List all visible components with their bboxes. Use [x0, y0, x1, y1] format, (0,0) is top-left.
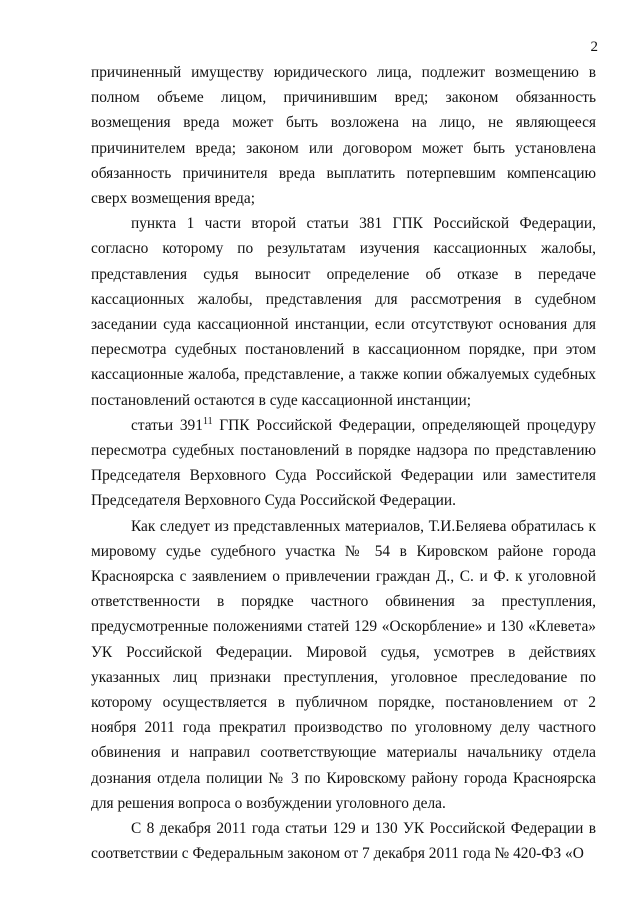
paragraph-case-facts: Как следует из представленных материалов, Т.И.Беляева обратилась к мировому судье судебного участка № 54 в Кировском районе города Красноярска с заявлением о привлечении граждан Д., С. и Ф. к уголовной ответственности в порядке частного обвинения за преступления, предусмотренные положениями статей 129 «Оскорбление» и 130 «Клевета» УК Российской Федерации. Мировой судья, усмотрев в действиях указанных лиц признаки преступления, уголовное преследование по которому осуществляется в публичном порядке, постановлением от 2 ноября 2011 года прекратил производство по уголовному делу частного обвинения и направил соответствующие материалы начальнику отдела дознания отдела полиции № 3 по Кировскому району города Красноярска для решения вопроса о возбуждении уголовного дела. — [91, 517, 596, 812]
paragraph-december-2011: С 8 декабря 2011 года статьи 129 и 130 УК Российской Федерации в соответствии с Федеральным законом от 7 декабря 2011 года № 420-ФЗ «О — [91, 820, 596, 863]
document-body — [91, 60, 596, 867]
paragraph-continuation: причиненный имуществу юридического лица, подлежит возмещению в полном объеме лицом, причинившим вред; законом обязанность возмещения вреда может быть возложена на лицо, не являющееся причинителем вреда; законом или договором может быть установлена обязанность причинителя вреда выплатить потерпевшим компенсацию сверх возмещения вреда; — [91, 64, 596, 208]
article-391-superscript: 11 — [202, 415, 213, 427]
article-391-prefix: статьи 391 — [131, 416, 203, 434]
article-391-rest: ГПК Российской Федерации, определяющей процедуру пересмотра судебных постановлений в порядке надзора по представлению Председателя Верховного Суда Российской Федерации или заместителя Председателя Верховного Суда Российской Федерации. — [91, 416, 596, 510]
paragraph-article-391 — [91, 413, 596, 514]
page-number: 2 — [590, 39, 598, 55]
paragraph-article-381: пункта 1 части второй статьи 381 ГПК Российской Федерации, согласно которому по результатам изучения кассационных жалобы, представления судья выносит определение об отказе в передаче кассационных жалобы, представления для рассмотрения в судебном заседании суда кассационной инстанции, если отсутствуют основания для пересмотра судебных постановлений в кассационном порядке, при этом кассационные жалоба, представление, а также копии обжалуемых судебных постановлений остаются в суде кассационной инстанции; — [91, 215, 596, 409]
